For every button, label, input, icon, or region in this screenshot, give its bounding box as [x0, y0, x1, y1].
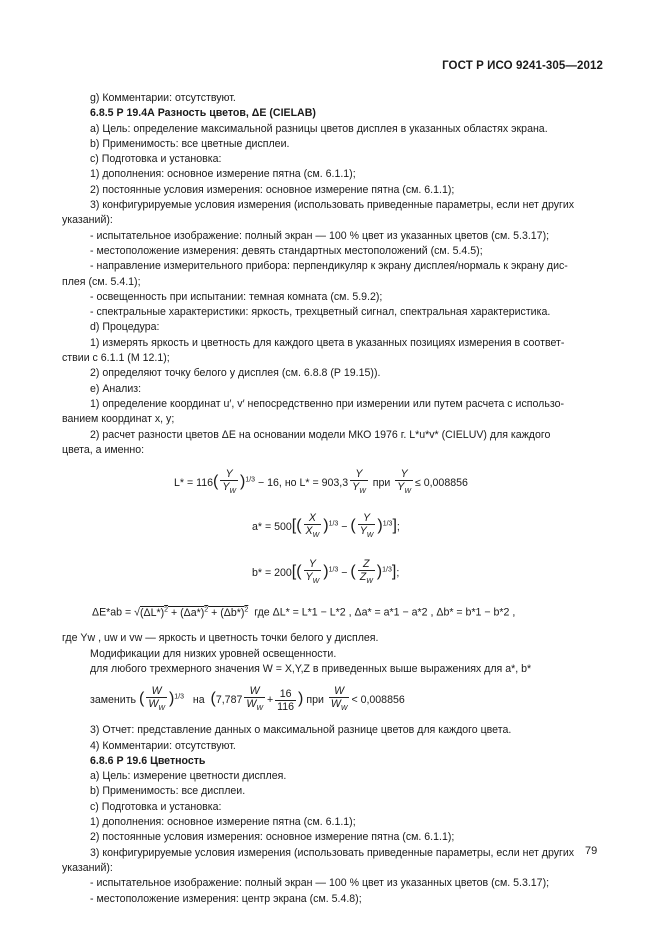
text-line: 3) Отчет: представление данных о максимальной разнице цветов для каждого цвета.	[90, 724, 512, 737]
page-number: 79	[585, 845, 598, 857]
text-line: 2) расчет разности цветов ΔE на основании модели МКО 1976 г. L*u*v* (CIELUV) для каждого	[90, 428, 551, 441]
text-line: ствии с 6.1.1 (М 12.1);	[62, 352, 170, 365]
text-line: 1) дополнения: основное измерение пятна (см. 6.1.1);	[90, 816, 356, 829]
formula-text: < 0,008856	[351, 694, 405, 707]
text-line: указаний):	[62, 214, 113, 227]
formula-text: ΔE*ab =	[92, 606, 132, 619]
text-line: b) Применимость: все цветные дисплеи.	[90, 137, 290, 150]
text-line: - испытательное изображение: полный экран — 100 % цвет из указанных цветов (см. 5.3.17);	[90, 229, 550, 242]
text-line: для любого трехмерного значения W = X,Y,Z в приведенных выше выражениях для a*, b*	[90, 662, 532, 675]
formula-text: − 16, но	[258, 476, 297, 489]
formula-exponent: 1/3	[174, 693, 185, 701]
text-line: 3) конфигурируемые условия измерения (использовать приведенные параметры, если нет других	[90, 199, 575, 212]
text-line: 2) постоянные условия измерения: основное измерение пятна (см. 6.1.1);	[90, 831, 455, 844]
text-line: g) Комментарии: отсутствуют.	[90, 92, 236, 104]
text-line: - направление измерительного прибора: перпендикуляр к экрану дисплея/нормаль к экрану дис-	[90, 260, 568, 273]
text-line: Модификации для низких уровней освещенности.	[90, 647, 337, 660]
text-line: ванием координат x, y;	[62, 413, 175, 426]
formula-text: ≤ 0,008856	[414, 476, 468, 489]
formula-exponent: 1/3	[328, 520, 339, 528]
formula-text: L* = 903,3	[299, 476, 349, 489]
text-line: 1) определение координат u′, v′ непосредственно при измерении или путем расчета с использо-	[90, 397, 564, 410]
text-line: 3) конфигурируемые условия измерения (использовать приведенные параметры, если нет других	[90, 846, 575, 859]
text-line: a) Цель: определение максимальной разницы цветов дисплея в указанных областях экрана.	[90, 122, 548, 135]
formula-text: ΔL* = L*1 − L*2 , Δa* = a*1 − a*2 , Δb* = b*1 − b*2 ,	[272, 606, 516, 619]
text-line: 4) Комментарии: отсутствуют.	[90, 739, 236, 752]
section-heading: 6.8.6 Р 19.6 Цветность	[90, 754, 206, 767]
text-line: - спектральные характеристики: яркость, трехцветный сигнал, спектральная характеристика.	[90, 306, 551, 319]
text-line: c) Подготовка и установка:	[90, 800, 222, 813]
formula-text: +	[266, 694, 274, 707]
formula-exponent: 1/3	[245, 476, 256, 484]
text-line: где Yw , uw и vw — яркость и цветность точки белого у дисплея.	[62, 632, 379, 645]
section-heading: 6.8.5 Р 19.4А Разность цветов, ΔE (CIELAB)	[90, 107, 316, 120]
document-header: ГОСТ Р ИСО 9241-305—2012	[442, 60, 603, 72]
text-line: 1) дополнения: основное измерение пятна (см. 6.1.1);	[90, 168, 356, 181]
text-line: e) Анализ:	[90, 382, 142, 395]
text-line: - местоположение измерения: центр экрана (см. 5.4.8);	[90, 892, 362, 905]
text-line: 2) определяют точку белого у дисплея (см. 6.8.8 (Р 19.15)).	[90, 367, 381, 380]
formula-text: при	[306, 694, 324, 707]
formula-exponent: 1/3	[382, 520, 393, 528]
formula-a-star: a* = 500[( $\frac{X}{X_W}$ )$^{1/3}$ − ( $\frac{Y}{Y_W}$ )$^{1/3}$];	[252, 512, 400, 540]
formula-text: заменить	[90, 694, 137, 707]
formula-exponent: 1/3	[382, 566, 392, 574]
formula-exponent: 1/3	[328, 566, 339, 574]
formula-text: при	[372, 476, 391, 489]
formula-text: L* = 116	[174, 476, 213, 489]
text-line: c) Подготовка и установка:	[90, 153, 222, 166]
formula-delta-e: $\Delta E*ab = √(\Delta L*)^2 + (\Delta a*)^2 + (\Delta b*)^2$ где ΔL* = L*1 − L*2 , Δa* = a*1 − a*2 , Δb* = b*1 − b*2 ,	[92, 606, 516, 619]
formula-text: 16	[275, 688, 296, 701]
formula-text: b* = 200	[252, 567, 292, 580]
formula-lightness: L* = 116( $\frac{Y}{Y_W}$ )$^{1/3}$ − 16, но L* = 903,3 $\frac{Y}{Y_W}$ при $\frac{Y}{Y_W}$ ≤ 0,008856	[174, 468, 468, 496]
formula-text: на	[192, 694, 205, 707]
formula-text: a* = 500	[252, 521, 292, 534]
formula-replacement: заменить ( $\frac{W}{W_W}$ )$^{1/3}$ на (7,787 $\frac{W}{W_W}$ + $\frac{16}{116}$ ) при $\frac{W}{W_W}$ < 0,008856	[90, 685, 405, 713]
text-line: 1) измерять яркость и цветность для каждого цвета в указанных позициях измерения в соответ-	[90, 336, 565, 349]
formula-text: 116	[277, 700, 295, 713]
text-line: - испытательное изображение: полный экран — 100 % цвет из указанных цветов (см. 5.3.17);	[90, 877, 550, 890]
page-content	[62, 91, 600, 907]
formula-text: где	[254, 606, 270, 619]
formula-text: 7,787	[215, 694, 243, 707]
text-line: плея (см. 5.4.1);	[62, 275, 141, 288]
text-line: a) Цель: измерение цветности дисплея.	[90, 770, 287, 783]
formula-b-star: b* = 200[( $\frac{Y}{Y_W}$ )$^{1/3}$ − ( $\frac{Z}{Z_W}$ )$^{1/3}$];	[252, 558, 400, 586]
text-line: цвета, а именно:	[62, 443, 145, 456]
text-line: d) Процедура:	[90, 321, 160, 334]
text-line: указаний):	[62, 861, 113, 874]
text-line: - освещенность при испытании: темная комната (см. 5.9.2);	[90, 290, 383, 303]
text-line: b) Применимость: все дисплеи.	[90, 785, 246, 798]
text-line: 2) постоянные условия измерения: основное измерение пятна (см. 6.1.1);	[90, 183, 455, 196]
text-line: - местоположение измерения: девять стандартных местоположений (см. 5.4.5);	[90, 244, 483, 257]
